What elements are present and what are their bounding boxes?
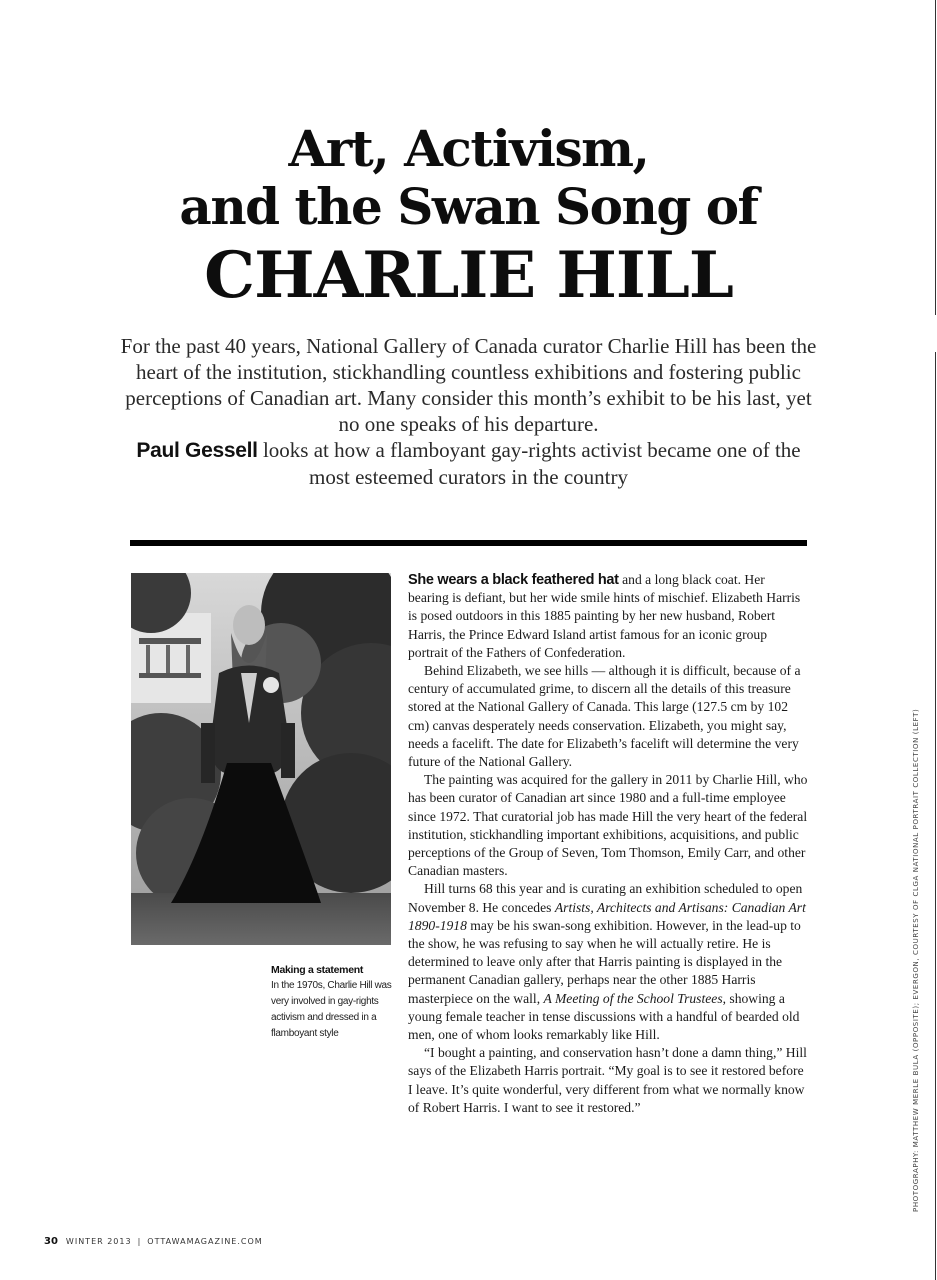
folio-separator: |: [137, 1237, 142, 1246]
site-label: OTTAWAMAGAZINE.COM: [147, 1237, 263, 1246]
body-paragraph-5: “I bought a painting, and conservation hasn’t done a damn thing,” Hill says of the Elizabeth Harris portrait. “My goal is to see it restored before I leave. It’s quite wonderful, very different from what we normally know of Robert Harris. I want to see it restored.”: [408, 1045, 807, 1115]
portrait-photo: [131, 573, 391, 945]
gutter-line-top: [935, 0, 936, 315]
photo-caption: [271, 962, 395, 1042]
body-paragraph-1-text: and a long black coat. Her bearing is defiant, but her wide smile hints of mischief. Elizabeth Harris is posed outdoors in this 1885 painting by her new husband, Robert Harris, the Prince Edward Island artist famous for an iconic group portrait of the Fathers of Confederation.: [408, 572, 801, 660]
body-paragraph-1: [408, 571, 808, 662]
caption-title: Making a statement: [271, 964, 364, 976]
body-paragraph-4-b: may be his swan-song exhibition. However, in the lead-up to the show, he was refusing to say when he will actually retire. He is determined to leave only after that Harris painting is displayed in the permanent Canadian gallery, perhaps near the other 1885 Harris masterpiece on the wall,: [408, 917, 801, 1006]
body-paragraph-4: [408, 880, 808, 1044]
author-name: Paul Gessell: [136, 439, 258, 462]
deck-intro: For the past 40 years, National Gallery of Canada curator Charlie Hill has been the heart of the institution, stickhandling countless exhibitions and fostering public perceptions of Canadian art. Many consider this month’s exhibit to be his last, yet no one speaks of his departure.: [120, 334, 817, 436]
body-paragraph-2: Behind Elizabeth, we see hills — although it is difficult, because of a century of accumulated grime, to discern all the details of this treasure stored at the National Gallery of Canada. This large (127.5 cm by 102 cm) canvas desperately needs conservation. Elizabeth, you might say, needs a facelift. The date for Elizabeth’s facelift will determine the very future of the National Gallery.: [408, 663, 801, 770]
lead-in: She wears a black feathered hat: [408, 572, 619, 588]
gutter-line-bottom: [935, 352, 936, 1280]
headline-line-3: CHARLIE HILL: [204, 238, 733, 313]
issue-label: WINTER 2013: [65, 1237, 132, 1246]
section-rule: [130, 540, 807, 546]
article-headline: [100, 120, 837, 314]
painting-title: A Meeting of the School Trustees: [543, 990, 723, 1006]
article-deck: [120, 333, 817, 490]
exhibition-title: Artists, Architects and Artisans: Canadian Art 1890-1918: [408, 899, 806, 933]
headline-line-2: and the Swan Song of: [179, 177, 758, 236]
article-body: [408, 571, 808, 1117]
deck-tail: looks at how a flamboyant gay-rights activist became one of the most esteemed curators in the country: [257, 438, 801, 489]
page-number: 30: [44, 1236, 58, 1247]
caption-text: In the 1970s, Charlie Hill was very involved in gay-rights activism and dressed in a flamboyant style: [271, 980, 392, 1039]
photo-credit: PHOTOGRAPHY: MATTHEW MERLE BULA (OPPOSITE); EVERGON, COURTESY OF CLGA NATIONAL PORTRAIT COLLECTION (LEFT): [912, 708, 920, 1212]
body-paragraph-4-c: , showing a young female teacher in tense discussions with a handful of bearded old men, one of whom looks remarkably like Hill.: [408, 990, 800, 1043]
page-folio: [44, 1236, 263, 1247]
body-paragraph-4-a: Hill turns 68 this year and is curating an exhibition scheduled to open November 8. He concedes: [408, 881, 803, 915]
body-paragraph-3: The painting was acquired for the gallery in 2011 by Charlie Hill, who has been curator of Canadian art since 1980 and a full-time employee since 1972. That curatorial job has made Hill the very heart of the federal institution, stickhandling important exhibitions, acquisitions, and public perceptions of the Group of Seven, Tom Thomson, Emily Carr, and other Canadian masters.: [408, 772, 808, 879]
headline-line-1: Art, Activism,: [288, 119, 649, 178]
